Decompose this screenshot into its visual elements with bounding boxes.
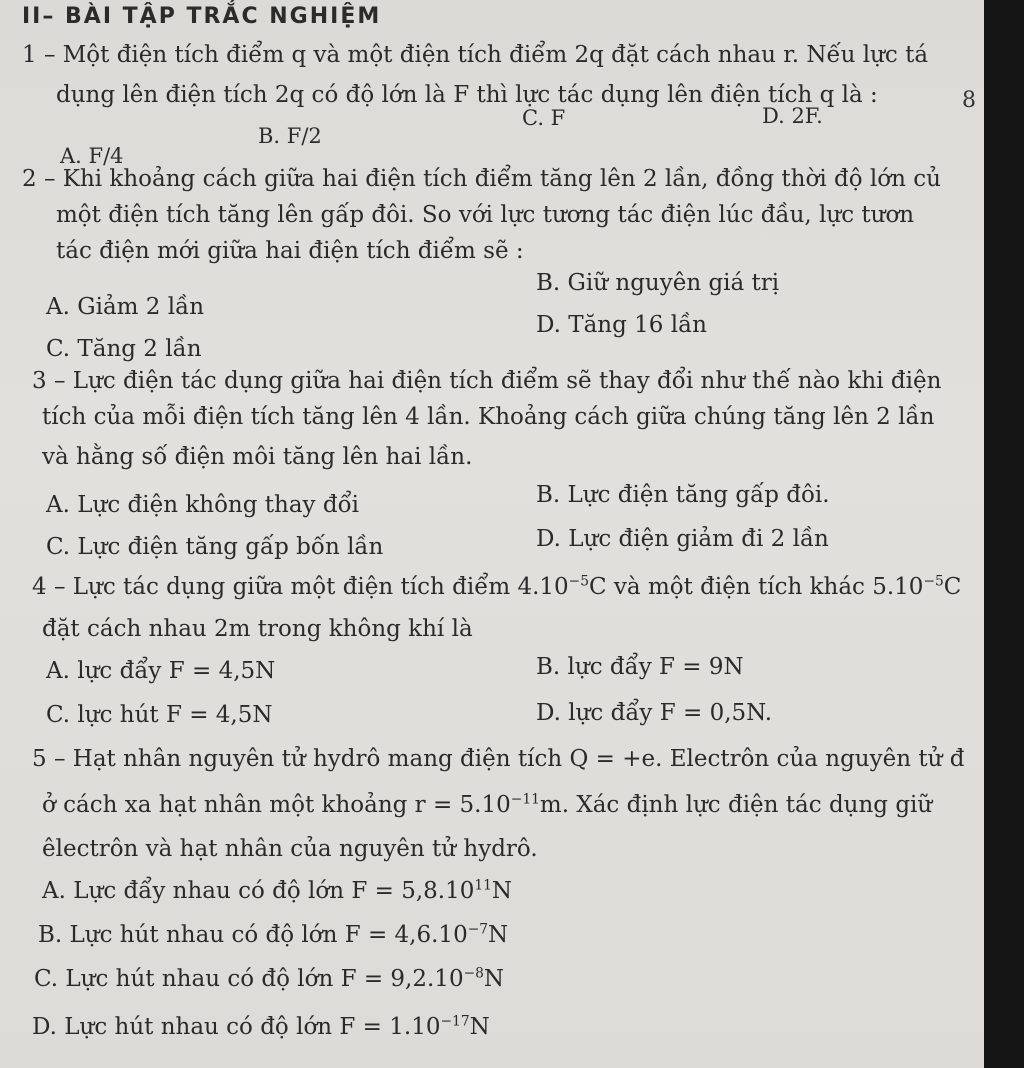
q5-text-line2: [42, 791, 933, 818]
q5-a-exponent: 11: [474, 877, 492, 894]
q1-option-c: C. F: [522, 106, 566, 130]
q1-option-b: B. F/2: [258, 124, 322, 148]
q2-text-line1: 2 – Khi khoảng cách giữa hai điện tích điểm tăng lên 2 lần, đồng thời độ lớn củ: [22, 166, 941, 192]
margin-page-number: 8: [962, 88, 976, 113]
q2-option-b: B. Giữ nguyên giá trị: [536, 270, 780, 296]
q5-option-c: [34, 965, 505, 992]
q5-a-pre: A. Lực đẩy nhau có độ lớn F = 5,8.10: [42, 878, 475, 904]
q5-b-post: N: [488, 922, 509, 948]
q4-line1-exponent2: −5: [923, 573, 944, 590]
q5-b-pre: B. Lực hút nhau có độ lớn F = 4,6.10: [38, 922, 468, 948]
q3-text-line3: và hằng số điện môi tăng lên hai lần.: [42, 444, 473, 470]
q4-line1-pre: 4 – Lực tác dụng giữa một điện tích điểm 4.10: [32, 574, 569, 600]
q1-text-line1: 1 – Một điện tích điểm q và một điện tích điểm 2q đặt cách nhau r. Nếu lực tá: [22, 42, 929, 68]
q4-line1-exponent: −5: [568, 573, 590, 590]
q5-d-pre: D. Lực hút nhau có độ lớn F = 1.10: [32, 1014, 441, 1040]
q3-option-c: C. Lực điện tăng gấp bốn lần: [46, 534, 384, 560]
q1-option-a: A. F/4: [60, 144, 124, 168]
q5-d-post: N: [469, 1014, 490, 1040]
q5-line2-pre: ở cách xa hạt nhân một khoảng r = 5.10: [42, 792, 511, 818]
q5-b-exponent: −7: [467, 921, 489, 938]
q2-text-line2: một điện tích tăng lên gấp đôi. So với lực tương tác điện lúc đầu, lực tươn: [56, 202, 915, 228]
q5-text-line1: 5 – Hạt nhân nguyên tử hydrô mang điện tích Q = +e. Electrôn của nguyên tử đ: [32, 746, 965, 772]
section-title: II– BÀI TẬP TRẮC NGHIỆM: [22, 4, 382, 29]
q2-option-d: D. Tăng 16 lần: [536, 312, 707, 338]
q1-text-line2: dụng lên điện tích 2q có độ lớn là F thì lực tác dụng lên điện tích q là :: [56, 82, 878, 108]
q4-option-c: C. lực hút F = 4,5N: [46, 702, 273, 728]
q5-option-b: [38, 921, 509, 948]
q4-text-line1: [32, 573, 962, 600]
q3-text-line1: 3 – Lực điện tác dụng giữa hai điện tích điểm sẽ thay đổi như thế nào khi điện: [32, 368, 942, 394]
dark-background-edge: [984, 0, 1024, 1068]
q2-text-line3: tác điện mới giữa hai điện tích điểm sẽ :: [56, 238, 524, 264]
q5-d-exponent: −17: [440, 1013, 470, 1030]
q4-line1-post: C: [943, 574, 962, 600]
q3-option-b: B. Lực điện tăng gấp đôi.: [536, 482, 830, 508]
q2-option-c: C. Tăng 2 lần: [46, 336, 202, 362]
q3-option-d: D. Lực điện giảm đi 2 lần: [536, 526, 829, 552]
q4-option-d: D. lực đẩy F = 0,5N.: [536, 700, 773, 726]
q5-c-post: N: [483, 966, 505, 992]
q4-line1-mid: C và một điện tích khác 5.10: [589, 574, 924, 600]
q4-option-a: A. lực đẩy F = 4,5N: [46, 658, 276, 684]
q3-text-line2: tích của mỗi điện tích tăng lên 4 lần. Khoảng cách giữa chúng tăng lên 2 lần: [42, 404, 935, 430]
q2-option-a: A. Giảm 2 lần: [46, 294, 205, 320]
q4-text-line2: đặt cách nhau 2m trong không khí là: [42, 616, 473, 642]
q5-option-a: [42, 877, 513, 904]
q4-option-b: B. lực đẩy F = 9N: [536, 654, 744, 680]
q1-option-d: D. 2F.: [762, 104, 823, 128]
q5-c-exponent: −8: [463, 965, 484, 982]
q5-line2-post: m. Xác định lực điện tác dụng giữ: [539, 792, 933, 818]
q5-a-post: N: [491, 878, 513, 904]
q5-option-d: [32, 1013, 490, 1040]
q3-option-a: A. Lực điện không thay đổi: [46, 492, 359, 518]
q5-c-pre: C. Lực hút nhau có độ lớn F = 9,2.10: [34, 966, 464, 992]
q5-text-line3: êlectrôn và hạt nhân của nguyên tử hydrô.: [42, 836, 538, 862]
q5-line2-exponent: −11: [510, 791, 540, 808]
